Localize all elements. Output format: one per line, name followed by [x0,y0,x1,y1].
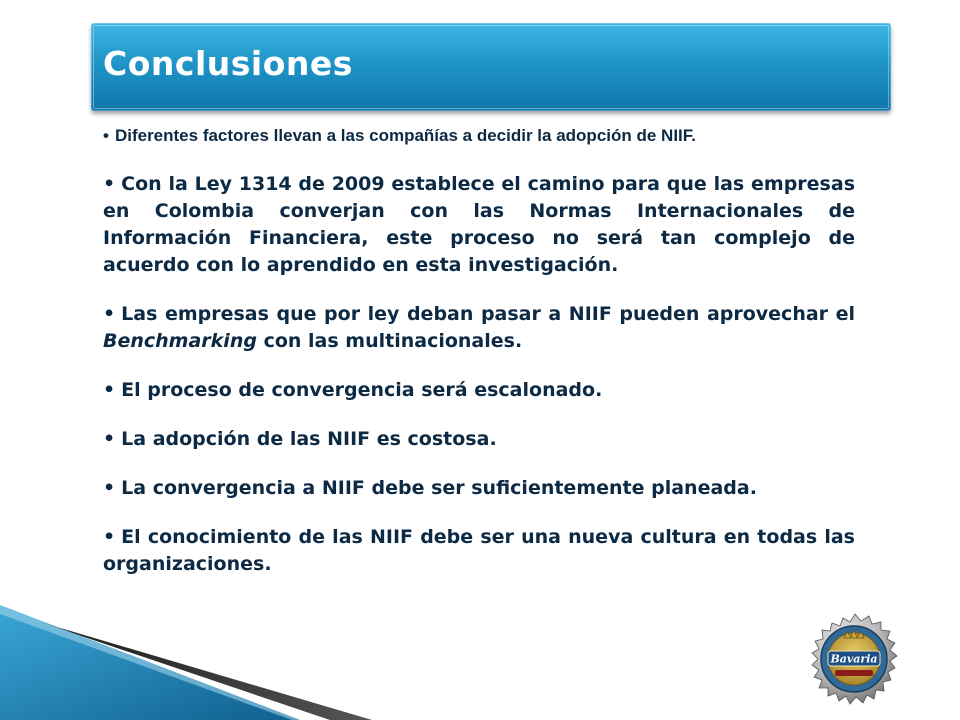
bullet-text: La convergencia a NIIF debe ser suficientemente planeada. [121,477,757,499]
bullet-item [103,171,855,279]
bullet-text: Con la Ley 1314 de 2009 establece el camino para que las empresas en Colombia converjan con las Normas Internacionales de Información Financiera, este proceso no será tan complejo de acuerdo con lo aprendido en esta investigación. [103,173,855,276]
bullet-dot: • [103,303,116,325]
bullet-text: El proceso de convergencia será escalonado. [121,379,603,401]
bullet-text: El conocimiento de las NIIF debe ser una nueva cultura en todas las organizaciones. [103,526,855,575]
bullet-dot: • [103,477,116,499]
bullet-item [103,122,855,149]
bullet-dot: • [103,379,116,401]
slide-title: Conclusiones [103,44,353,83]
corner-swoosh-decoration [0,600,380,720]
bullet-text-tail: con las multinacionales. [256,330,523,352]
bullet-dot: • [103,428,116,450]
bullet-dot: • [103,126,109,145]
bullet-text: Las empresas que por ley deban pasar a NIIF pueden aprovechar el [121,303,855,325]
bavaria-bottle-cap-logo [803,612,907,716]
bullet-item [103,426,855,453]
bullet-item [103,377,855,404]
brand-text: Bavaria [830,652,878,666]
bullet-text: Diferentes factores llevan a las compañías a decidir la adopción de NIIF. [114,126,696,145]
title-bar [91,23,891,111]
bullet-emphasis: Benchmarking [103,330,257,352]
bullet-dot: • [103,173,116,195]
bullet-item [103,475,855,502]
bullet-item [103,524,855,578]
bullet-dot: • [103,526,116,548]
bullet-item [103,301,855,355]
bottom-band [835,670,873,676]
bullet-text: La adopción de las NIIF es costosa. [121,428,497,450]
bullet-list [103,122,855,600]
